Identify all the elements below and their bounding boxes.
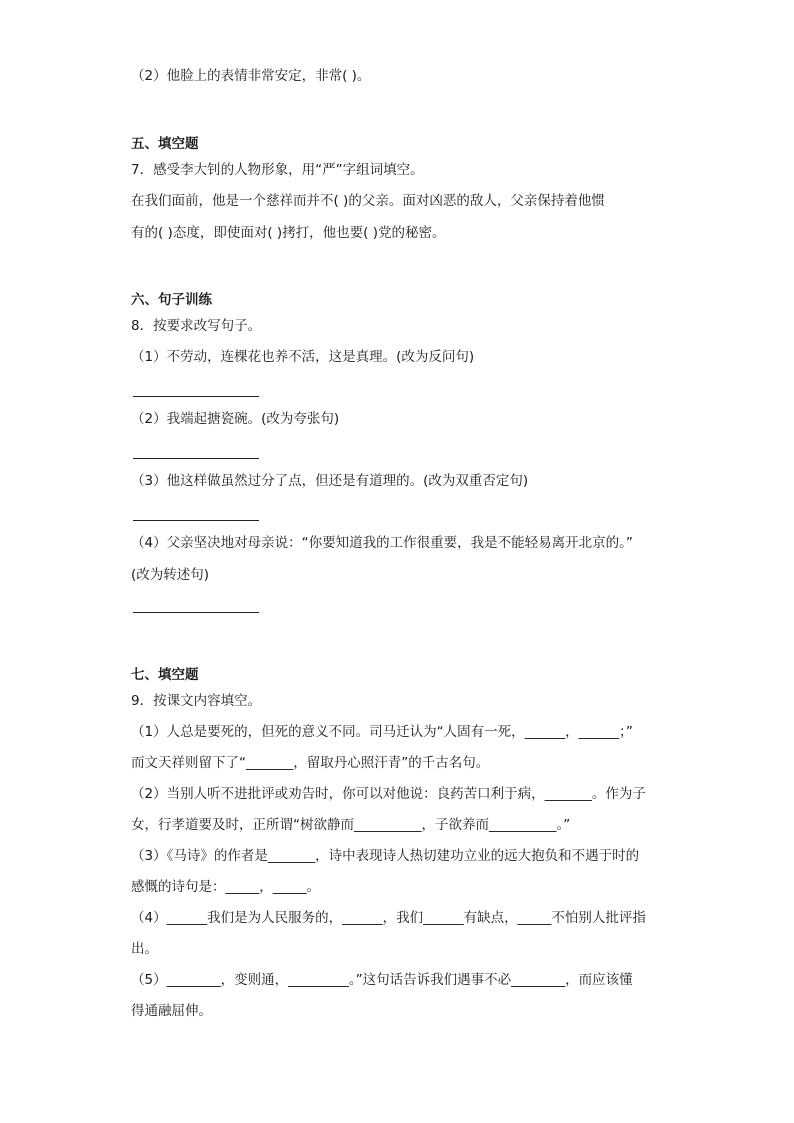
question-8-item-4-instruction: (改为转述句) — [131, 567, 210, 583]
question-7-text-line-2: 有的( )态度，即使面对( )拷打，他也要( )党的秘密。 — [131, 225, 446, 241]
section-7-heading: 七、填空题 — [131, 667, 199, 683]
question-9-item-4-line-1: （4）______我们是为人民服务的，______，我们______有缺点，_____不怕别人批评指 — [131, 910, 646, 926]
question-9-item-2-line-2: 女，行孝道要及时，正所谓“树欲静而__________，子欲养而__________。” — [131, 817, 571, 833]
question-8-prompt: 8．按要求改写句子。 — [131, 318, 262, 334]
answer-line[interactable] — [133, 458, 259, 459]
section-6-heading: 六、句子训练 — [131, 292, 212, 308]
question-8-item-2: （2）我端起搪瓷碗。(改为夸张句) — [131, 411, 340, 427]
question-8-item-1: （1）不劳动，连棵花也养不活，这是真理。(改为反问句) — [131, 349, 475, 365]
question-2-line: （2）他脸上的表情非常安定，非常( )。 — [131, 68, 371, 84]
question-7-prompt: 7．感受李大钊的人物形象，用“严”字组词填空。 — [131, 162, 424, 178]
question-9-item-3-line-2: 感慨的诗句是：_____，_____。 — [131, 879, 320, 895]
answer-line[interactable] — [133, 612, 259, 613]
question-9-prompt: 9．按课文内容填空。 — [131, 693, 262, 709]
question-9-item-4-line-2: 出。 — [131, 941, 158, 957]
section-5-heading: 五、填空题 — [131, 136, 199, 152]
question-8-item-4: （4）父亲坚决地对母亲说：“你要知道我的工作很重要，我是不能轻易离开北京的。” — [131, 535, 633, 551]
question-9-item-5-line-1: （5）________，变则通，_________。”这句话告诉我们遇事不必________，而应该懂 — [131, 972, 633, 988]
question-8-item-3: （3）他这样做虽然过分了点，但还是有道理的。(改为双重否定句) — [131, 473, 529, 489]
question-7-text-line-1: 在我们面前，他是一个慈祥而并不( )的父亲。面对凶恶的敌人，父亲保持着他惯 — [131, 193, 605, 209]
question-9-item-2-line-1: （2）当别人听不进批评或劝告时，你可以对他说：良药苦口利于病，_______。作为子 — [131, 786, 646, 802]
question-9-item-1-line-1: （1）人总是要死的，但死的意义不同。司马迁认为“人固有一死，______，______；” — [131, 724, 633, 740]
question-9-item-3-line-1: （3）《马诗》的作者是_______，诗中表现诗人热切建功立业的远大抱负和不遇于时的 — [131, 848, 640, 864]
answer-line[interactable] — [133, 520, 259, 521]
question-9-item-1-line-2: 而文天祥则留下了“_______，留取丹心照汗青”的千古名句。 — [131, 755, 490, 771]
answer-line[interactable] — [133, 396, 259, 397]
question-9-item-5-line-2: 得通融屈伸。 — [131, 1003, 212, 1019]
